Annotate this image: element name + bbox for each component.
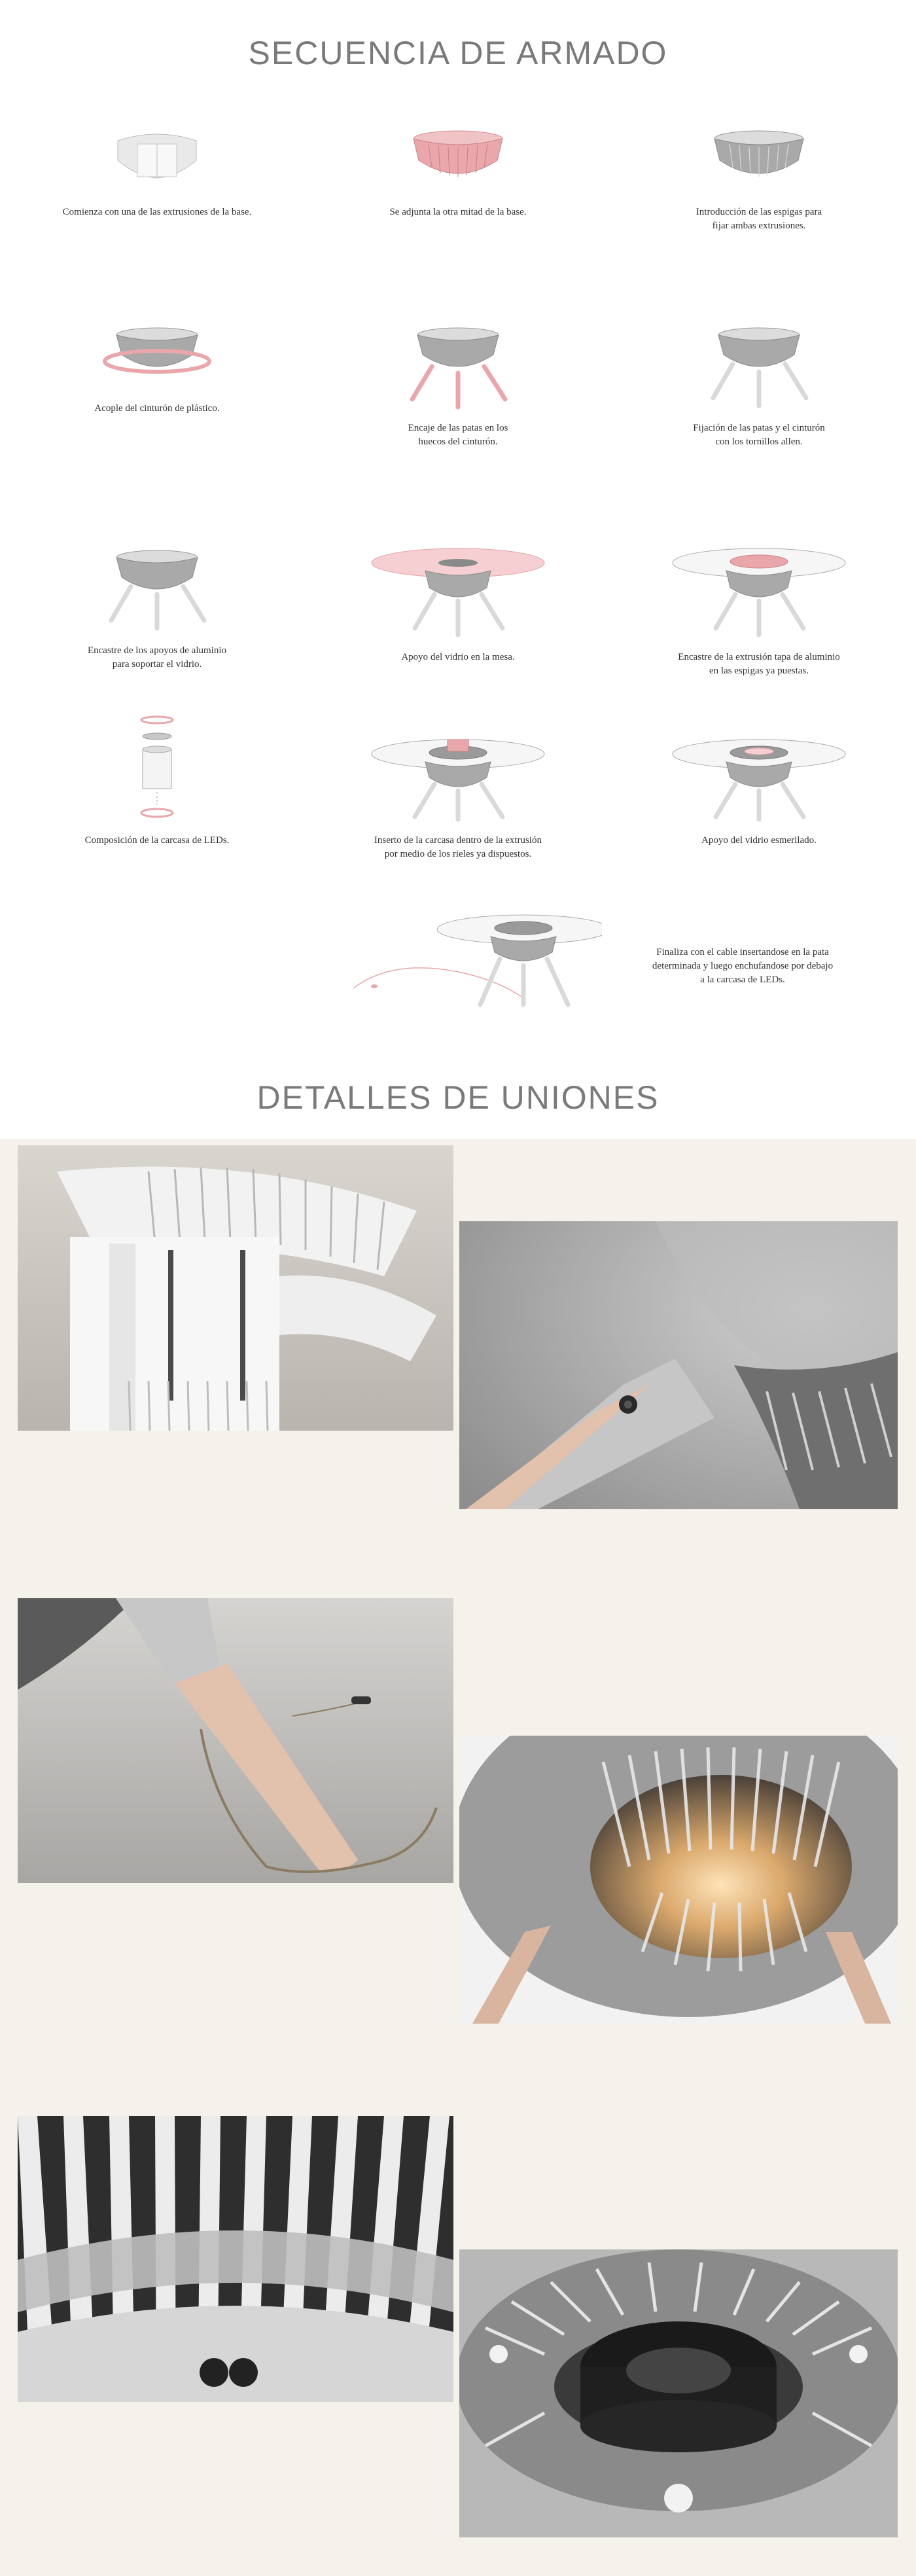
- step-caption: Composición de la carcasa de LEDs.: [84, 835, 230, 846]
- lit-dome-photo: [459, 1736, 898, 2024]
- assembly-step-10: [33, 713, 281, 848]
- leg-joint-screw-photo: [459, 1221, 898, 1509]
- frosted-glass-illustration: [667, 733, 851, 825]
- assembly-step-3: [635, 124, 883, 233]
- top-view-interior-photo: [459, 2249, 898, 2537]
- led-housing-illustration: [118, 713, 196, 825]
- step-caption: Encaje de las patas en los huecos del cinturón.: [408, 423, 508, 447]
- assembly-step-12: [635, 733, 883, 848]
- glass-support-illustration: [366, 543, 550, 641]
- allen-screws-illustration: [694, 321, 824, 412]
- assembly-step-2: [334, 124, 582, 219]
- step-caption: Introducción de las espigas para fijar ambas extrusiones.: [696, 207, 822, 231]
- assembly-title: SECUENCIA DE ARMADO: [248, 35, 668, 71]
- step-caption: Comienza con una de las extrusiones de la base.: [62, 207, 252, 217]
- aluminum-supports-illustration: [92, 543, 222, 635]
- assembly-step-1: [33, 124, 281, 219]
- assembly-step-5: [334, 321, 582, 449]
- assembly-step-9: [635, 543, 883, 678]
- step-caption: Se adjunta la otra mitad de la base.: [389, 207, 527, 217]
- legs-fitting-illustration: [393, 321, 523, 412]
- cutaway-section-photo: [18, 1145, 453, 1431]
- fin-closeup-photo: [18, 2116, 453, 2402]
- assembly-step-11: [334, 733, 582, 861]
- step-caption: Acople del cinturón de plástico.: [94, 403, 220, 414]
- assembly-step-7: [33, 543, 281, 671]
- step-caption: Finaliza con el cable insertandose en la pata determinada y luego enchufandose por debajo a la carcasa de LEDs.: [652, 947, 834, 985]
- step-caption: Apoyo del vidrio en la mesa.: [401, 652, 515, 662]
- base-half-extrusion-illustration: [92, 124, 222, 196]
- step-caption: Fijación de las patas y el cinturón con los tornillos allen.: [693, 423, 825, 447]
- aluminum-cap-illustration: [667, 543, 851, 641]
- step-caption: Inserto de la carcasa dentro de la extrusión por medio de los rieles ya dispuestos.: [374, 835, 542, 859]
- assembly-step-6: [635, 321, 883, 449]
- step-caption: Encastre de los apoyos de aluminio para soportar el vidrio.: [87, 645, 227, 670]
- base-second-half-illustration: [393, 124, 523, 196]
- pins-insertion-illustration: [694, 124, 824, 196]
- assembly-step-8: [334, 543, 582, 664]
- assembly-step-4: [33, 321, 281, 416]
- step-caption: Apoyo del vidrio esmerilado.: [701, 835, 817, 846]
- plastic-belt-illustration: [92, 321, 222, 393]
- housing-insert-illustration: [366, 733, 550, 825]
- wooden-leg-cable-photo: [18, 1598, 453, 1883]
- step-caption: Encastre de la extrusión tapa de aluminio en las espigas ya puestas.: [678, 652, 840, 676]
- details-title: DETALLES DE UNIONES: [256, 1079, 660, 1116]
- cable-insertion-illustration: [353, 906, 602, 1011]
